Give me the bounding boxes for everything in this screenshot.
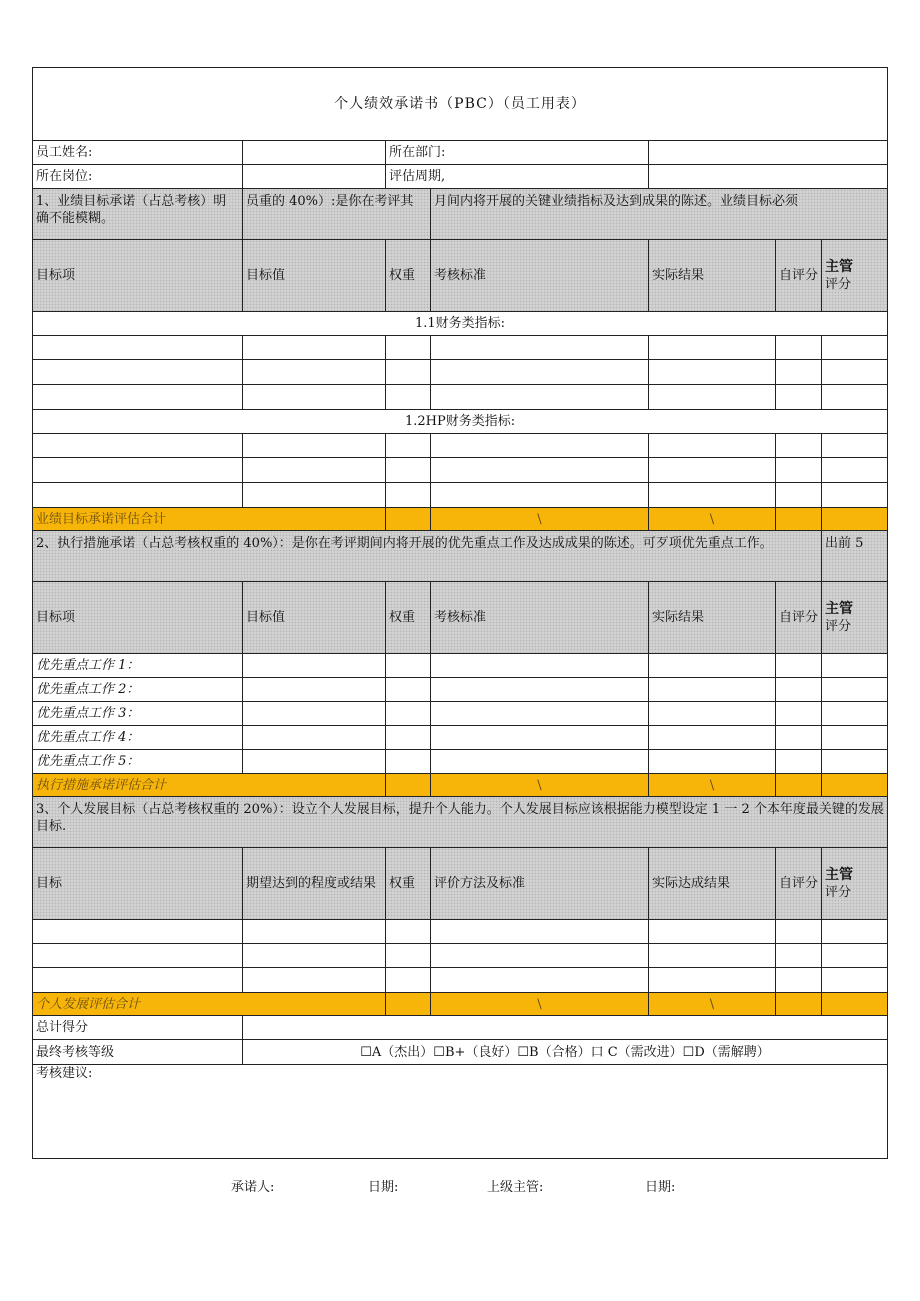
- section1-desc-b: 员重的 40%）:是你在考评其: [243, 189, 431, 240]
- total3-slash1: \: [431, 993, 649, 1016]
- table-row[interactable]: [33, 750, 888, 774]
- header-manager-bold: 主管: [825, 258, 853, 275]
- priority-label: 优先重点工作 5：: [33, 750, 243, 774]
- header3-self: 自评分: [776, 848, 822, 920]
- header-self: 自评分: [776, 240, 822, 312]
- date-label-1: 日期:: [368, 1180, 399, 1195]
- final-grade-options[interactable]: ☐A（杰出）☐B+（良好）☐B（合格）口 C（需改进）☐D（需解聘）: [243, 1040, 888, 1065]
- priority-label: 优先重点工作 4：: [33, 726, 243, 750]
- total1-label: 业绩目标承诺评估合计: [33, 508, 386, 531]
- total-score-field[interactable]: [243, 1016, 888, 1040]
- header-criteria: 考核标准: [431, 582, 649, 654]
- header-manager-bold: 主管: [825, 600, 853, 617]
- table-row[interactable]: [33, 678, 888, 702]
- header-value: 目标值: [243, 582, 386, 654]
- header-result: 实际结果: [649, 582, 776, 654]
- subheader-nonfinancial: 1.2HP财务类指标:: [33, 410, 888, 434]
- position-field[interactable]: [243, 165, 386, 189]
- date-label-2: 日期:: [645, 1180, 676, 1195]
- header-weight: 权重: [386, 240, 431, 312]
- table-row[interactable]: [33, 336, 888, 360]
- period-field[interactable]: [649, 165, 888, 189]
- period-label: 评估周期,: [386, 165, 649, 189]
- employee-name-label: 员工姓名:: [33, 141, 243, 165]
- header-item: 目标项: [33, 582, 243, 654]
- header3-criteria: 评价方法及标准: [431, 848, 649, 920]
- total1-slash1: \: [431, 508, 649, 531]
- table-header: [33, 848, 888, 920]
- department-label: 所在部门:: [386, 141, 649, 165]
- header3-manager: [822, 848, 888, 920]
- header3-result: 实际达成结果: [649, 848, 776, 920]
- table-row[interactable]: [33, 360, 888, 385]
- comment-box[interactable]: [33, 1065, 888, 1159]
- header3-item: 目标: [33, 848, 243, 920]
- total3-slash2: \: [649, 993, 776, 1016]
- pbc-form: [32, 67, 888, 1159]
- section1-desc-a: 1、业绩目标承诺（占总考核）明确不能模糊。: [33, 189, 243, 240]
- total2-label: 执行措施承诺评估合计: [33, 774, 386, 797]
- header-result: 实际结果: [649, 240, 776, 312]
- header3-manager-rest: 评分: [825, 884, 852, 900]
- header3-manager-bold: 主管: [825, 866, 853, 883]
- total2-slash1: \: [431, 774, 649, 797]
- promiser-label: 承诺人:: [231, 1180, 275, 1195]
- page-title: 个人绩效承诺书（PBC）（员工用表）: [33, 68, 888, 141]
- table-header: [33, 240, 888, 312]
- header-criteria: 考核标准: [431, 240, 649, 312]
- header-self: 自评分: [776, 582, 822, 654]
- employee-name-field[interactable]: [243, 141, 386, 165]
- priority-label: 优先重点工作 1：: [33, 654, 243, 678]
- table-row[interactable]: [33, 385, 888, 410]
- header-manager-rest: 评分: [825, 618, 852, 634]
- total-score-label: 总计得分: [33, 1016, 243, 1040]
- final-grade-label: 最终考核等级: [33, 1040, 243, 1065]
- section3-desc: 3、个人发展目标（占总考核权重的 20%）：设立个人发展目标，提升个人能力。个人发展目标应该根据能力模型设定 1 一 2 个本年度最关键的发展目标.: [33, 797, 888, 848]
- table-row[interactable]: [33, 654, 888, 678]
- comment-label: 考核建议:: [36, 1066, 93, 1081]
- header3-value: 期望达到的程度或结果: [243, 848, 386, 920]
- priority-label: 优先重点工作 3：: [33, 702, 243, 726]
- section2-note: 出前 5: [822, 531, 888, 582]
- position-label: 所在岗位:: [33, 165, 243, 189]
- total1-slash2: \: [649, 508, 776, 531]
- table-row[interactable]: [33, 483, 888, 508]
- total-row-performance: [33, 508, 888, 531]
- table-row[interactable]: [33, 702, 888, 726]
- section1-desc-c: 月间内将开展的关键业绩指标及达到成果的陈述。业绩目标必须: [431, 189, 888, 240]
- header-manager-rest: 评分: [825, 276, 852, 292]
- header-value: 目标值: [243, 240, 386, 312]
- table-row[interactable]: [33, 726, 888, 750]
- table-row[interactable]: [33, 458, 888, 483]
- total3-label: 个人发展评估合计: [33, 993, 386, 1016]
- header-manager: [822, 240, 888, 312]
- priority-label: 优先重点工作 2：: [33, 678, 243, 702]
- section2-desc: 2、执行措施承诺（占总考核权重的 40%）：是你在考评期间内将开展的优先重点工作及达成成果的陈述。可歹项优先重点工作。: [33, 531, 822, 582]
- table-row[interactable]: [33, 920, 888, 944]
- header-item: 目标项: [33, 240, 243, 312]
- manager-label: 上级主管:: [487, 1180, 544, 1195]
- total2-slash2: \: [649, 774, 776, 797]
- department-field[interactable]: [649, 141, 888, 165]
- subheader-financial: 1.1财务类指标:: [33, 312, 888, 336]
- total-row-execution: [33, 774, 888, 797]
- table-row[interactable]: [33, 968, 888, 993]
- total-row-development: [33, 993, 888, 1016]
- table-row[interactable]: [33, 434, 888, 458]
- header3-weight: 权重: [386, 848, 431, 920]
- table-header: [33, 582, 888, 654]
- table-row[interactable]: [33, 944, 888, 968]
- header-manager: [822, 582, 888, 654]
- header-weight: 权重: [386, 582, 431, 654]
